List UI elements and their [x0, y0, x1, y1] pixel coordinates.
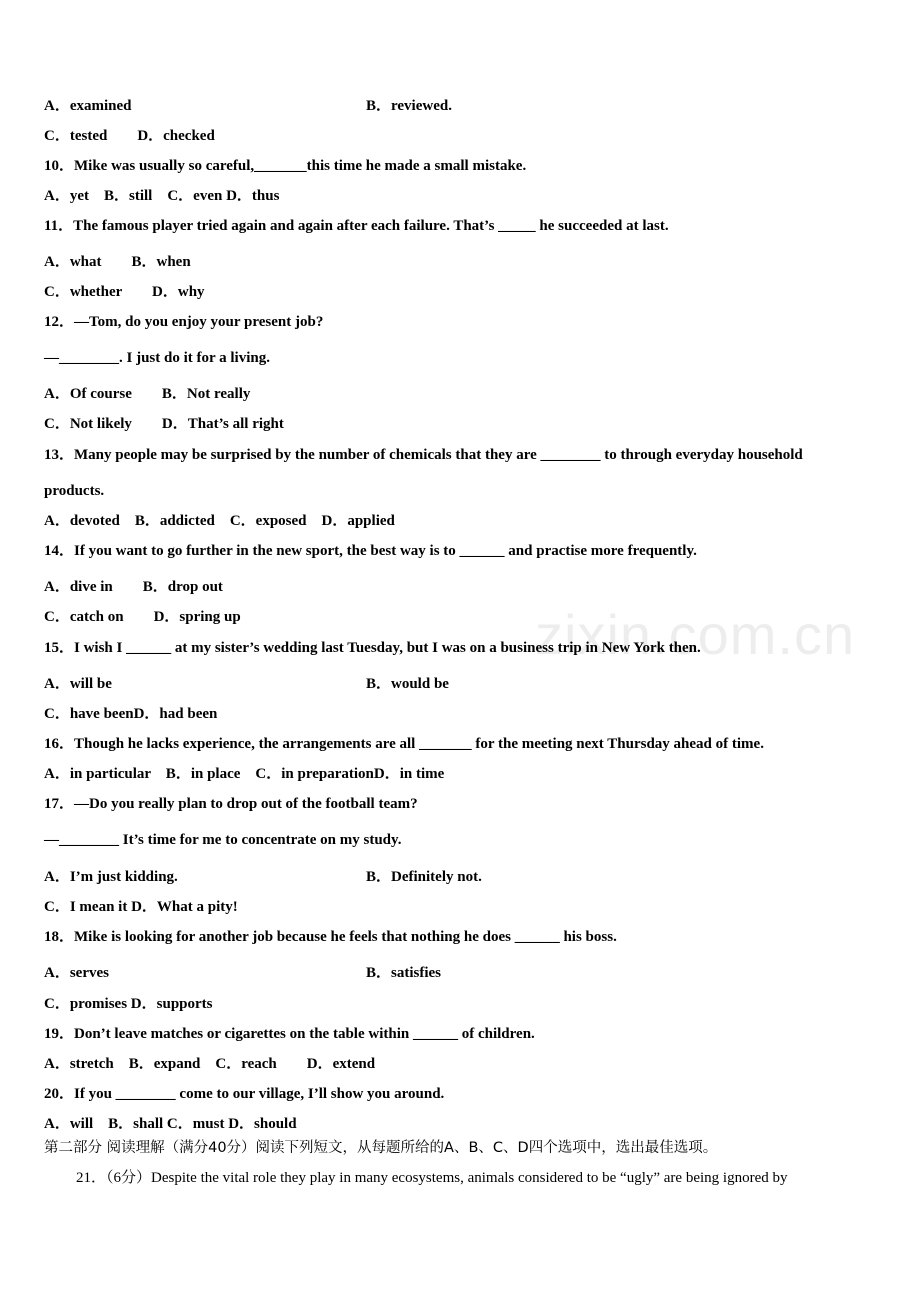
- option-line: A．stretch B．expand C．reach D．extend: [44, 1056, 376, 1072]
- option-line: [44, 97, 452, 115]
- option-a: A．I’m just kidding.: [44, 869, 178, 885]
- option-line: C．whether D．why: [44, 284, 205, 300]
- option-line: A．what B．when: [44, 254, 191, 270]
- option-line: C．I mean it D．What a pity!: [44, 899, 238, 915]
- question-stem: 14．If you want to go further in the new sport, the best way is to ______ and practise more frequently.: [44, 543, 697, 559]
- question-stem: 20．If you ________ come to our village, I’ll show you around.: [44, 1086, 445, 1102]
- option-b: B．Definitely not.: [366, 869, 482, 885]
- option-line: A．Of course B．Not really: [44, 386, 251, 402]
- option-line: C．tested D．checked: [44, 128, 215, 144]
- option-line: A．in particular B．in place C．in preparationD．in time: [44, 766, 445, 782]
- dialogue-line: —________. I just do it for a living.: [44, 350, 270, 366]
- option-line: [44, 868, 482, 886]
- question-stem: 15．I wish I ______ at my sister’s wedding last Tuesday, but I was on a business trip in New York then.: [44, 640, 701, 656]
- option-a: A．serves: [44, 965, 109, 981]
- question-stem: 19．Don’t leave matches or cigarettes on the table within ______ of children.: [44, 1026, 535, 1042]
- question-stem: 13．Many people may be surprised by the number of chemicals that they are ________ to through everyday household: [44, 447, 803, 463]
- option-b: B．would be: [366, 676, 449, 692]
- question-stem: 10．Mike was usually so careful,_______this time he made a small mistake.: [44, 158, 527, 174]
- option-line: C．Not likely D．That’s all right: [44, 416, 284, 432]
- question-stem: 18．Mike is looking for another job because he feels that nothing he does ______ his boss.: [44, 929, 617, 945]
- option-line: [44, 675, 449, 693]
- option-line: A．dive in B．drop out: [44, 579, 223, 595]
- option-b: B．reviewed.: [366, 98, 452, 114]
- question-stem-cont: products.: [44, 483, 105, 499]
- section-heading: 第二部分 阅读理解（满分40分）阅读下列短文，从每题所给的A、B、C、D四个选项中，选出最佳选项。: [44, 1140, 718, 1156]
- option-line: C．catch on D．spring up: [44, 609, 241, 625]
- dialogue-line: —________ It’s time for me to concentrate on my study.: [44, 832, 402, 848]
- watermark: zixin.com.cn: [535, 603, 856, 666]
- question-stem: 11．The famous player tried again and again after each failure. That’s _____ he succeeded at last.: [44, 218, 669, 234]
- question-stem: 16．Though he lacks experience, the arrangements are all _______ for the meeting next Thursday ahead of time.: [44, 736, 764, 752]
- option-a: A．examined: [44, 98, 132, 114]
- option-line: C．have beenD．had been: [44, 706, 218, 722]
- option-line: C．promises D．supports: [44, 996, 213, 1012]
- option-line: A．will B．shall C．must D．should: [44, 1116, 297, 1132]
- option-line: A．devoted B．addicted C．exposed D．applied: [44, 513, 395, 529]
- option-a: A．will be: [44, 676, 112, 692]
- option-b: B．satisfies: [366, 965, 442, 981]
- option-line: A．yet B．still C．even D．thus: [44, 188, 280, 204]
- question-stem: 17．—Do you really plan to drop out of the football team?: [44, 796, 418, 812]
- question-stem: 12．—Tom, do you enjoy your present job?: [44, 314, 324, 330]
- passage-first-line: 21．（6分）Despite the vital role they play in many ecosystems, animals considered to be “ugly” are being ignored by: [76, 1170, 788, 1186]
- option-line: [44, 964, 442, 982]
